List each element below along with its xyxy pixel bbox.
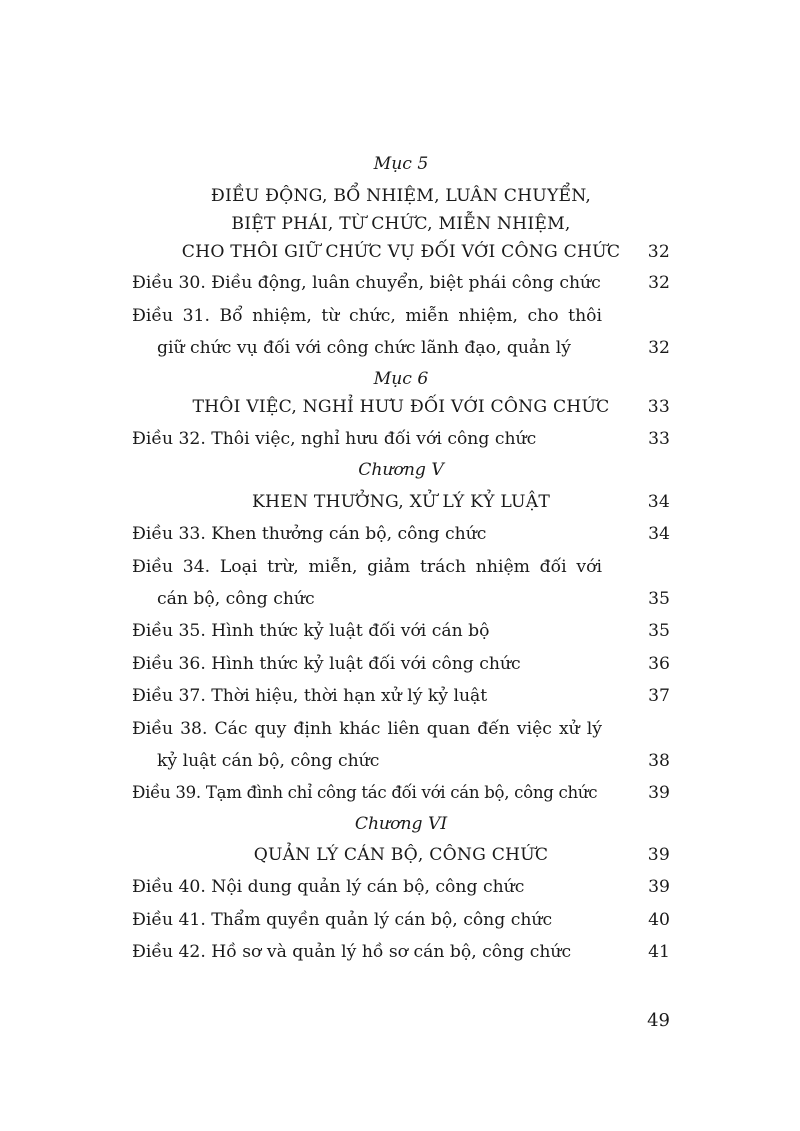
section-heading-line-3 [132,238,670,266]
page-number: 32 [647,242,670,262]
entry-title: Điều 42. Hồ sơ và quản lý hồ sơ cán bộ, công chức [132,942,572,962]
toc-entry-dieu-32 [132,425,670,453]
toc-entry-dieu-33 [132,520,670,548]
toc-entry-dieu-36 [132,650,670,678]
toc-entry-dieu-39 [132,779,670,807]
entry-title: Điều 39. Tạm đình chỉ công tác đối với cán bộ, công chức [132,783,598,802]
entry-title: Điều 41. Thẩm quyền quản lý cán bộ, công chức [132,910,553,930]
page-number: 34 [647,492,670,512]
page-number: 35 [648,589,670,609]
section-heading-line-1: ĐIỀU ĐỘNG, BỔ NHIỆM, LUÂN CHUYỂN, [210,186,592,206]
toc-entry-dieu-37 [132,682,670,710]
toc-entry-dieu-42 [132,938,670,966]
toc-entry-dieu-30 [132,269,670,297]
page-number: 41 [648,942,670,962]
entry-title: Điều 37. Thời hiệu, thời hạn xử lý kỷ luật [132,686,488,706]
entry-title: Điều 36. Hình thức kỷ luật đối với công chức [132,654,521,674]
section-heading-muc-6 [132,393,670,421]
page-number: 35 [648,621,670,641]
page-folio-number: 49 [647,1010,670,1031]
page-number: 36 [648,654,670,674]
page-number: 34 [648,524,670,544]
section-label-muc-6: Mục 6 [373,369,429,389]
page-number: 39 [648,877,670,897]
toc-entry-dieu-40 [132,873,670,901]
entry-title-cont: giữ chức vụ đối với công chức lãnh đạo, quản lý [157,338,571,358]
section-heading-line-2: BIỆT PHÁI, TỪ CHỨC, MIỄN NHIỆM, [231,214,571,234]
page-number: 33 [647,397,670,417]
entry-title: Điều 38. Các quy định khác liên quan đến việc xử lý [132,719,602,739]
toc-entry-dieu-31 [132,302,670,330]
toc-entry-dieu-38 [132,715,670,743]
toc-entry-dieu-34-cont [157,585,670,613]
chapter-label-vi: Chương VI [354,814,448,834]
toc-entry-dieu-38-cont [157,747,670,775]
page-number: 39 [648,783,670,803]
page-number: 39 [647,845,670,865]
entry-title-cont: cán bộ, công chức [157,589,315,609]
entry-title: Điều 33. Khen thưởng cán bộ, công chức [132,524,487,544]
entry-title: Điều 31. Bổ nhiệm, từ chức, miễn nhiệm, cho thôi [132,306,602,326]
entry-title-cont: kỷ luật cán bộ, công chức [157,751,380,771]
chapter-heading-vi [132,841,670,869]
heading-text: KHEN THƯỞNG, XỬ LÝ KỶ LUẬT [252,492,550,512]
entry-title: Điều 30. Điều động, luân chuyển, biệt phái công chức [132,273,601,293]
page-number: 32 [648,273,670,293]
toc-entry-dieu-35 [132,617,670,645]
page-number: 40 [648,910,670,930]
page-number: 38 [648,751,670,771]
section-label-muc-5: Mục 5 [373,154,429,174]
page-number: 32 [648,338,670,358]
toc-entry-dieu-34 [132,553,670,581]
entry-title: Điều 34. Loại trừ, miễn, giảm trách nhiệm đối với [132,557,602,577]
entry-title: Điều 40. Nội dung quản lý cán bộ, công chức [132,877,525,897]
entry-title: Điều 35. Hình thức kỷ luật đối với cán bộ [132,621,490,641]
heading-text: QUẢN LÝ CÁN BỘ, CÔNG CHỨC [253,845,549,865]
heading-text: CHO THÔI GIỮ CHỨC VỤ ĐỐI VỚI CÔNG CHỨC [181,242,621,262]
chapter-label-v: Chương V [358,460,444,480]
page-number: 33 [648,429,670,449]
page-number: 37 [648,686,670,706]
toc-entry-dieu-31-cont [157,334,670,362]
toc-entry-dieu-41 [132,906,670,934]
chapter-heading-v [132,488,670,516]
entry-title: Điều 32. Thôi việc, nghỉ hưu đối với công chức [132,429,537,449]
heading-text: THÔI VIỆC, NGHỈ HƯU ĐỐI VỚI CÔNG CHỨC [192,397,610,417]
